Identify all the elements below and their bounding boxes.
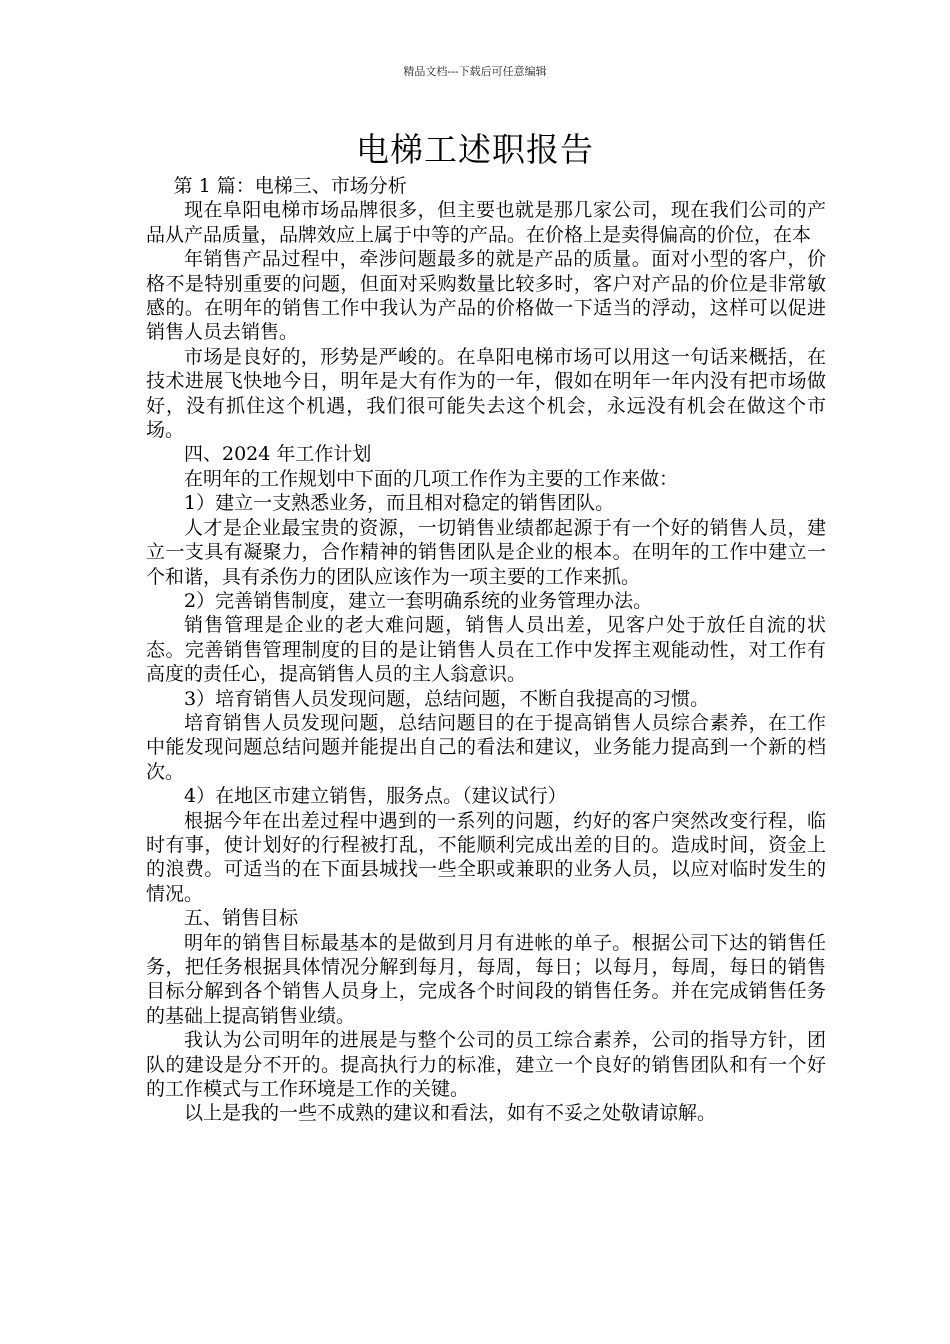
paragraph: 现在阜阳电梯市场品牌很多，但主要也就是那几家公司，现在我们公司的产品从产品质量，品牌效应上属于中等的产品。在价格上是卖得偏高的价位，在本 [146,199,826,246]
paragraph: 明年的销售目标最基本的是做到月月有进帐的单子。根据公司下达的销售任务，把任务根据具体情况分解到每月，每周，每日；以每月，每周，每日的销售目标分解到各个销售人员身上，完成各个时间段的销售任务。并在完成销售任务的基础上提高销售业绩。 [146,931,826,1027]
list-item-heading: 2）完善销售制度，建立一套明确系统的业务管理办法。 [184,589,653,612]
part-heading: 第 1 篇：电梯三、市场分析 [173,175,407,197]
paragraph: 销售管理是企业的老大难问题，销售人员出差，见客户处于放任自流的状态。完善销售管理制度的目的是让销售人员在工作中发挥主观能动性，对工作有高度的责任心，提高销售人员的主人翁意识。 [146,614,826,686]
paragraph: 在明年的工作规划中下面的几项工作作为主要的工作来做： [184,467,679,490]
list-item-heading: 1）建立一支熟悉业务，而且相对稳定的销售团队。 [184,492,615,515]
closing-paragraph: 以上是我的一些不成熟的建议和看法，如有不妥之处敬请谅解。 [184,1102,717,1125]
document-body [146,174,826,1126]
paragraph: 我认为公司明年的进展是与整个公司的员工综合素养，公司的指导方针，团队的建设是分不开的。提高执行力的标准，建立一个良好的销售团队和有一个好的工作模式与工作环境是工作的关键。 [146,1029,826,1101]
paragraph: 市场是良好的，形势是严峻的。在阜阳电梯市场可以用这一句话来概括，在技术进展飞快地今日，明年是大有作为的一年，假如在明年一年内没有把市场做好，没有抓住这个机遇，我们很可能失去这个机会，永远没有机会在做这个市场。 [146,345,826,442]
list-item-heading: 4）在地区市建立销售，服务点。（建议试行） [184,785,567,808]
paragraph: 根据今年在出差过程中遇到的一系列的问题，约好的客户突然改变行程，临时有事，使计划好的行程被打乱，不能顺利完成出差的目的。造成时间，资金上的浪费。可适当的在下面县城找一些全职或兼职的业务人员，以应对临时发生的情况。 [146,809,826,905]
list-item-heading: 3）培育销售人员发现问题，总结问题，不断自我提高的习惯。 [184,687,710,710]
page-header-note: 精品文档---下载后可任意编辑 [403,65,547,78]
paragraph: 人才是企业最宝贵的资源，一切销售业绩都起源于有一个好的销售人员，建立一支具有凝聚力，合作精神的销售团队是企业的根本。在明年的工作中建立一个和谐，具有杀伤力的团队应该作为一项主要的工作来抓。 [146,516,826,588]
paragraph: 培育销售人员发现问题，总结问题目的在于提高销售人员综合素养，在工作中能发现问题总结问题并能提出自己的看法和建议，业务能力提高到一个新的档次。 [146,711,826,783]
paragraph: 年销售产品过程中，牵涉问题最多的就是产品的质量。面对小型的客户，价格不是特别重要的问题，但面对采购数量比较多时，客户对产品的价位是非常敏感的。在明年的销售工作中我认为产品的价格做一下适当的浮动，这样可以促进销售人员去销售。 [146,248,826,344]
section-heading: 五、销售目标 [184,907,299,930]
section-heading: 四、2024 年工作计划 [184,443,372,466]
document-title: 电梯工述职报告 [356,130,594,169]
